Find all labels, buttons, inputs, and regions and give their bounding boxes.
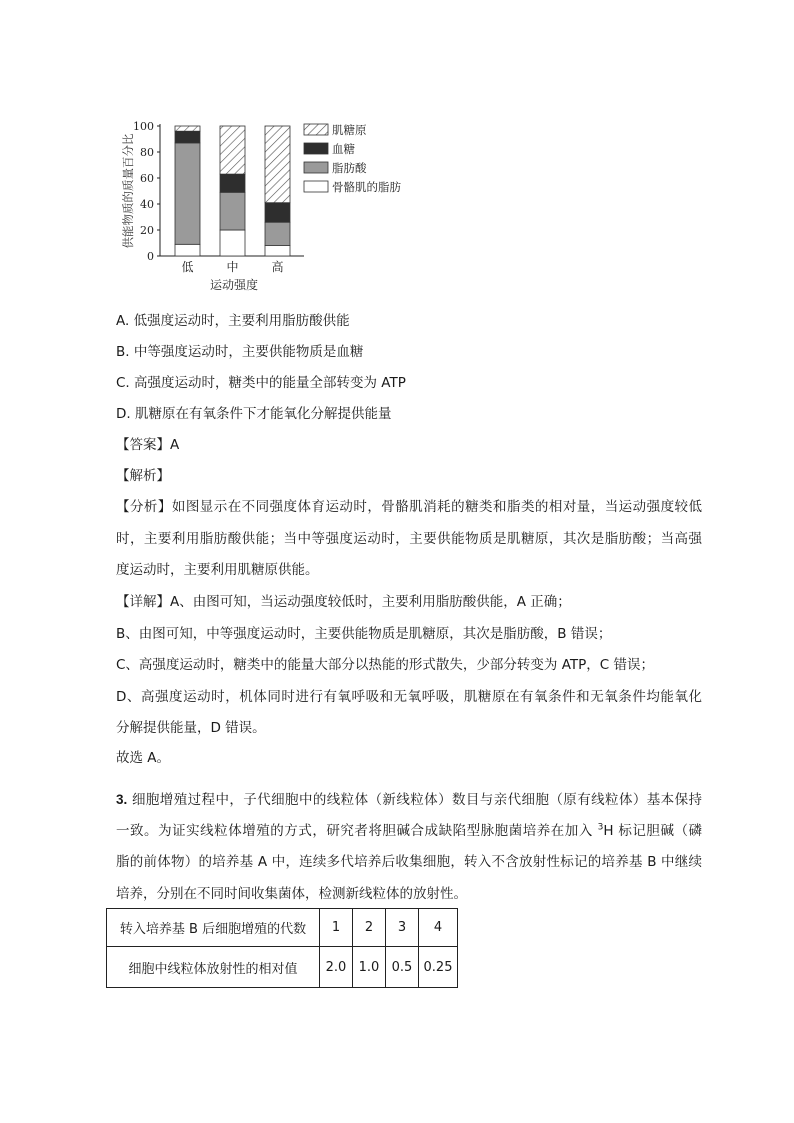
question-line xyxy=(116,816,702,848)
detail-line: 【详解】A、由图可知，当运动强度较低时，主要利用脂肪酸供能，A 正确； xyxy=(116,594,571,610)
stacked-bar-chart xyxy=(118,112,418,297)
table-cell: 4 xyxy=(419,909,458,947)
detail-line: B、由图可知，中等强度运动时，主要供能物质是肌糖原，其次是脂肪酸，B 错误； xyxy=(116,625,612,642)
table-cell: 3 xyxy=(386,909,419,947)
bar-segment-骨骼肌的脂肪 xyxy=(175,244,200,256)
x-tick-label: 中 xyxy=(226,260,239,274)
x-tick-label: 低 xyxy=(181,260,194,274)
bar-segment-肌糖原 xyxy=(175,126,200,131)
option-c: C. 高强度运动时，糖类中的能量全部转变为 ATP xyxy=(116,375,406,391)
bar-segment-骨骼肌的脂肪 xyxy=(265,246,290,256)
analysis-line: 【分析】如图显示在不同强度体育运动时，骨骼肌消耗的糖类和脂类的相对量，当运动强度较低 xyxy=(116,499,702,515)
y-axis-label: 供能物质的质量百分比 xyxy=(121,133,135,249)
question-line: 培养，分别在不同时间收集菌体，检测新线粒体的放射性。 xyxy=(116,885,467,902)
option-b: B. 中等强度运动时，主要供能物质是血糖 xyxy=(116,344,364,360)
table-cell: 2 xyxy=(353,909,386,947)
table-header-cell: 转入培养基 B 后细胞增殖的代数 xyxy=(107,909,320,947)
question-text: H 标记胆碱（磷 xyxy=(603,822,702,839)
table-cell: 0.25 xyxy=(419,947,458,988)
option-d: D. 肌糖原在有氧条件下才能氧化分解提供能量 xyxy=(116,406,392,422)
radioactivity-table xyxy=(106,908,458,988)
y-tick-label: 40 xyxy=(140,198,154,211)
bar-segment-血糖 xyxy=(220,174,245,192)
legend-swatch xyxy=(304,143,328,154)
question-line xyxy=(116,784,702,816)
table-row xyxy=(107,909,458,947)
legend-swatch xyxy=(304,124,328,135)
table-cell: 0.5 xyxy=(386,947,419,988)
y-tick-label: 60 xyxy=(140,172,154,185)
question-3 xyxy=(116,784,702,910)
bar-segment-血糖 xyxy=(265,203,290,223)
table-cell: 2.0 xyxy=(320,947,353,988)
question-number: 3. xyxy=(116,792,128,807)
energy-chart xyxy=(118,112,418,297)
table-cell: 1 xyxy=(320,909,353,947)
bar-segment-脂肪酸 xyxy=(175,143,200,244)
y-tick-label: 100 xyxy=(133,120,154,133)
question-text: 细胞增殖过程中，子代细胞中的线粒体（新线粒体）数目与亲代细胞（原有线粒体）基本保持 xyxy=(131,792,703,808)
bar-segment-脂肪酸 xyxy=(265,222,290,245)
legend-label: 肌糖原 xyxy=(332,123,367,137)
answer: 【答案】A xyxy=(116,437,180,453)
table-cell: 1.0 xyxy=(353,947,386,988)
legend-label: 脂肪酸 xyxy=(332,161,367,175)
table-header-cell: 细胞中线粒体放射性的相对值 xyxy=(107,947,320,988)
option-a: A. 低强度运动时，主要利用脂肪酸供能 xyxy=(116,313,350,329)
bar-segment-骨骼肌的脂肪 xyxy=(220,230,245,256)
bar-segment-血糖 xyxy=(175,131,200,143)
legend-swatch xyxy=(304,181,328,192)
y-tick-label: 20 xyxy=(140,224,154,237)
bar-segment-肌糖原 xyxy=(220,126,245,174)
analysis-paragraph xyxy=(116,492,702,587)
legend-label: 骨骼肌的脂肪 xyxy=(332,180,401,194)
detail-line: D、高强度运动时，机体同时进行有氧呼吸和无氧呼吸，肌糖原在有氧条件和无氧条件均能氧化 xyxy=(116,688,702,705)
y-tick-label: 0 xyxy=(147,250,154,263)
legend-swatch xyxy=(304,162,328,173)
x-tick-label: 高 xyxy=(271,260,284,274)
question-text: 一致。为证实线粒体增殖的方式，研究者将胆碱合成缺陷型脉胞菌培养在加入 xyxy=(116,822,598,839)
detail-paragraph xyxy=(116,587,702,745)
detail-line: C、高强度运动时，糖类中的能量大部分以热能的形式散失，少部分转变为 ATP，C 错误； xyxy=(116,657,655,673)
analysis-line: 时，主要利用脂肪酸供能；当中等强度运动时，主要供能物质是肌糖原，其次是脂肪酸；当高强 xyxy=(116,530,702,547)
bar-segment-肌糖原 xyxy=(265,126,290,203)
x-axis-label: 运动强度 xyxy=(209,278,259,292)
legend-label: 血糖 xyxy=(332,142,355,156)
table-row xyxy=(107,947,458,988)
detail-line: 分解提供能量，D 错误。 xyxy=(116,720,266,736)
analysis-title: 【解析】 xyxy=(116,468,170,484)
y-tick-label: 80 xyxy=(140,146,154,159)
analysis-line: 度运动时，主要利用肌糖原供能。 xyxy=(116,562,319,578)
question-line: 脂的前体物）的培养基 A 中，连续多代培养后收集细胞，转入不含放射性标记的培养基 B 中继续 xyxy=(116,854,702,870)
bar-segment-脂肪酸 xyxy=(220,192,245,230)
conclusion: 故选 A。 xyxy=(116,750,171,766)
superscript-3: 3 xyxy=(597,822,604,832)
